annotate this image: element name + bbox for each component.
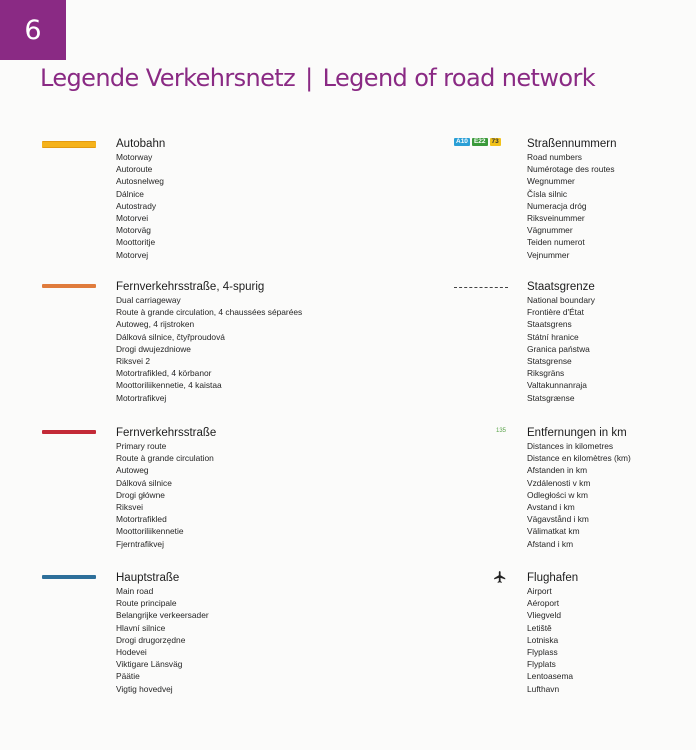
translation-line: Päätie — [116, 671, 140, 682]
badge-autobahn-number: A10 — [456, 138, 468, 145]
translation-line: Riksvei — [116, 502, 143, 513]
translation-line: Vigtig hovedvej — [116, 683, 173, 694]
translation-list — [116, 294, 302, 404]
translation-line: Route à grande circulation, 4 chaussées séparées — [116, 307, 303, 318]
translation-line: Vägavstånd i km — [527, 514, 589, 525]
translation-list — [116, 585, 209, 695]
translation-line: Route principale — [116, 598, 177, 609]
translation-line: Dálnice — [116, 188, 144, 199]
translation-list — [527, 585, 578, 695]
translation-line: Airport — [527, 586, 552, 596]
primary-route-line-symbol — [42, 430, 96, 434]
legend-entry-main-road — [116, 571, 209, 695]
translation-line: Dálková silnice — [116, 477, 172, 488]
entry-heading: Staatsgrenze — [527, 281, 595, 293]
translation-line: Státní hranice — [527, 331, 579, 342]
translation-list — [527, 440, 631, 550]
translation-line: Vzdálenosti v km — [527, 477, 591, 488]
translation-line: Lentoasema — [527, 671, 574, 682]
translation-line: Dálková silnice, čtyřproudová — [116, 331, 225, 342]
translation-line: Drogi główne — [116, 489, 165, 500]
translation-line: Vejnummer — [527, 249, 570, 260]
translation-line: Viktigare Länsväg — [116, 659, 183, 670]
translation-line: Lotniska — [527, 634, 559, 645]
legend-entry-airport — [527, 571, 578, 695]
translation-line: Vägnummer — [527, 225, 573, 236]
translation-line: Avstand i km — [527, 502, 575, 513]
translation-line: Autosnelweg — [116, 176, 164, 187]
legend-entry-primary-route — [116, 426, 216, 550]
translation-line: Belangrijke verkeersader — [116, 610, 209, 621]
translation-line: Moottoriliikennetie — [116, 526, 184, 537]
translation-line: Riksgräns — [527, 368, 565, 379]
translation-line: Moottoritje — [116, 237, 156, 248]
translation-line: Drogi dwujezdniowe — [116, 343, 191, 354]
translation-line: Distance en kilomètres (km) — [527, 453, 631, 464]
translation-line: Main road — [116, 586, 154, 596]
translation-line: Drogi drugorzędne — [116, 634, 186, 645]
translation-line: Primary route — [116, 441, 167, 451]
main-road-line-symbol — [42, 575, 96, 579]
translation-line: Motorväg — [116, 225, 151, 236]
entry-heading: Flughafen — [527, 572, 579, 584]
translation-line: Valtakunnanraja — [527, 380, 587, 391]
entry-heading: Autobahn — [116, 138, 166, 150]
translation-line: Flyplass — [527, 647, 558, 658]
national-boundary-line-symbol — [454, 287, 508, 288]
translation-line: Frontière d'État — [527, 307, 584, 318]
legend-entry-national-boundary — [527, 280, 595, 404]
page-title — [40, 64, 595, 92]
translation-line: Riksveinummer — [527, 213, 585, 224]
translation-line: Čísla silnic — [527, 188, 568, 199]
translation-list — [116, 440, 216, 550]
translation-line: Route à grande circulation — [116, 453, 214, 464]
translation-line: Odległości w km — [527, 489, 588, 500]
legend-entry-dual-carriageway — [116, 280, 302, 404]
translation-line: Motortrafikvej — [116, 392, 167, 403]
translation-line: Wegnummer — [527, 176, 575, 187]
translation-line: Distances in kilometres — [527, 441, 614, 451]
title-english: Legend of road network — [322, 64, 596, 92]
translation-line: Motorvej — [116, 249, 149, 260]
translation-list — [527, 151, 616, 261]
translation-line: Välimatkat km — [527, 526, 580, 537]
page-number: 6 — [0, 0, 66, 60]
badge-national-road-number: 73 — [491, 138, 499, 145]
translation-line: Hodevei — [116, 647, 147, 658]
entry-heading: Fernverkehrsstraße, 4-spurig — [116, 281, 265, 293]
translation-line: Numeracja dróg — [527, 200, 587, 211]
entry-heading: Entfernungen in km — [527, 427, 627, 439]
translation-line: Motorvei — [116, 213, 149, 224]
translation-line: Motorway — [116, 152, 153, 162]
badge-european-route-number: E22 — [473, 138, 486, 145]
translation-line: Fjerntrafikvej — [116, 538, 164, 549]
translation-line: Motortrafikled — [116, 514, 167, 525]
title-separator: | — [305, 64, 313, 92]
entry-heading: Hauptstraße — [116, 572, 180, 584]
dual-carriageway-line-symbol — [42, 284, 96, 288]
translation-line: Flyplats — [527, 659, 556, 670]
translation-line: Autostrady — [116, 200, 157, 211]
translation-line: Dual carriageway — [116, 295, 181, 305]
entry-heading: Straßennummern — [527, 138, 617, 150]
title-german: Legende Verkehrsnetz — [40, 64, 296, 92]
legend-entry-motorway — [116, 137, 165, 261]
translation-line: Teiden numerot — [527, 237, 585, 248]
translation-line: Motortrafikled, 4 körbanor — [116, 368, 212, 379]
translation-line: Autoweg, 4 rijstroken — [116, 319, 195, 330]
airplane-icon — [493, 570, 507, 586]
translation-line: Moottoriliikennetie, 4 kaistaa — [116, 380, 222, 391]
motorway-line-symbol — [42, 141, 96, 148]
translation-line: Statsgrænse — [527, 392, 575, 403]
translation-line: Autoroute — [116, 164, 153, 175]
entry-heading: Fernverkehrsstraße — [116, 427, 217, 439]
translation-line: Staatsgrens — [527, 319, 572, 330]
legend-entry-distances — [527, 426, 631, 550]
translation-line: Vliegveld — [527, 610, 561, 621]
translation-line: Riksvei 2 — [116, 356, 150, 367]
translation-line: Afstanden in km — [527, 465, 588, 476]
translation-line: Numérotage des routes — [527, 164, 615, 175]
translation-line: Granica państwa — [527, 343, 590, 354]
translation-line: National boundary — [527, 295, 595, 305]
translation-line: Lufthavn — [527, 683, 560, 694]
translation-line: Letiště — [527, 622, 552, 633]
translation-line: Afstand i km — [527, 538, 574, 549]
translation-line: Aéroport — [527, 598, 560, 609]
translation-list — [527, 294, 595, 404]
road-number-badges — [454, 138, 501, 146]
translation-line: Autoweg — [116, 465, 149, 476]
translation-line: Hlavní silnice — [116, 622, 166, 633]
translation-line: Statsgrense — [527, 356, 572, 367]
translation-line: Road numbers — [527, 152, 582, 162]
distance-number-symbol: 135 — [496, 428, 507, 434]
legend-entry-road-numbers — [527, 137, 616, 261]
translation-list — [116, 151, 165, 261]
